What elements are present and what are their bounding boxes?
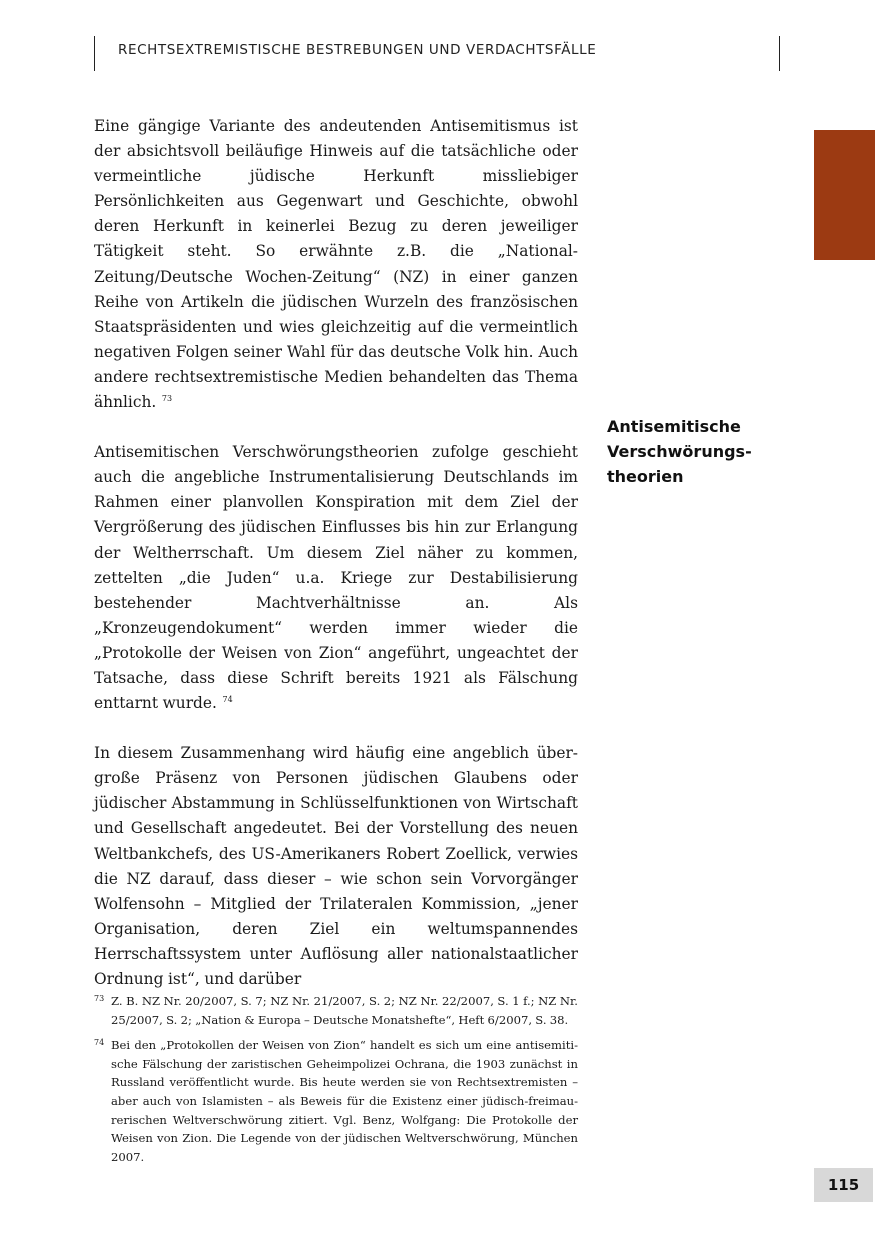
footnote-ref-74[interactable]: 74 xyxy=(222,695,233,705)
body-text xyxy=(94,114,578,1017)
paragraph-text: In diesem Zusammenhang wird häufig eine angeblich übergroße Präsenz von Personen jüdischen Glaubens oder jüdischer Abstammung in Schlüsselfunktionen von Wirtschaft und Gesellschaft angedeutet. Bei der Vorstellung des neuen Weltbankchefs, des US-Amerikaners Robert Zoellick, verwies die NZ darauf, dass dieser – wie schon sein Vorvorgänger Wolfensohn – Mitglied der Trilateralen Kommission, „jener Organisation, deren Ziel ein weltumspannendes Herrschaftssystem unter Auflösung aller nationalstaatlicher Ordnung ist“, und darüber xyxy=(94,744,578,988)
footnote-74 xyxy=(94,1036,578,1166)
footnote-text: Z. B. NZ Nr. 20/2007, S. 7; NZ Nr. 21/2007, S. 2; NZ Nr. 22/2007, S. 1 f.; NZ Nr. 25/2007, S. 2; „Nation & Europa – Deutsche Monatshefte“, Heft 6/2007, S. 38. xyxy=(111,994,578,1027)
paragraph-text: Eine gängige Variante des andeutenden Antisemitismus ist der absichtsvoll beiläufige Hinweis auf die tatsächliche oder vermeintliche jüdische Herkunft missliebiger Persönlichkeiten aus Gegenwart und Geschichte, obwohl deren Herkunft in keinerlei Bezug zu deren jeweiliger Tätigkeit steht. So erwähnte z.B. die „National-Zeitung/Deutsche Wochen-Zeitung“ (NZ) in einer ganzen Reihe von Artikeln die jüdischen Wurzeln des französischen Staatspräsidenten und wies gleichzeitig auf die vermeintlich negativen Folgen seiner Wahl für das deutsche Volk hin. Auch andere rechtsextremistische Medien behandelten das Thema ähnlich. xyxy=(94,117,578,412)
footnote-73 xyxy=(94,992,578,1029)
header-rule-left xyxy=(94,36,95,71)
footnote-ref-73[interactable]: 73 xyxy=(161,394,173,404)
header-rule-right xyxy=(779,36,780,71)
chapter-thumb-tab xyxy=(814,130,875,260)
page-number: 115 xyxy=(827,1176,860,1194)
paragraph xyxy=(94,114,578,415)
page-number-box xyxy=(814,1168,873,1202)
running-head: RECHTSEXTREMISTISCHE BESTREBUNGEN UND VERDACHTSFÄLLE xyxy=(118,42,597,58)
footnotes xyxy=(94,992,578,1173)
paragraph xyxy=(94,440,578,716)
footnote-mark: 74 xyxy=(94,1038,105,1048)
margin-heading: Antisemitische Verschwörungs- theorien xyxy=(607,417,752,486)
footnote-mark: 73 xyxy=(94,994,105,1003)
footnote-text: Bei den „Protokollen der Weisen von Zion“ handelt es sich um eine antisemitische Fälschung der zaristischen Geheimpolizei Ochrana, die 1903 zunächst in Russland veröffentlicht wurde. Bis heute werden sie von Rechtsextremisten – aber auch von Islamisten – als Beweis für die Existenz einer jüdisch-freimaurerischen Weltverschwörung zitiert. Vgl. Benz, Wolfgang: Die Protokolle der Weisen von Zion. Die Legende von der jüdischen Weltverschwörung, München 2007. xyxy=(111,1038,578,1164)
paragraph xyxy=(94,741,578,992)
paragraph-text: Antisemitischen Verschwörungstheorien zufolge geschieht auch die angebliche Instrumentalisierung Deutschlands im Rahmen einer planvollen Konspiration mit dem Ziel der Vergrößerung des jüdischen Einflusses bis hin zur Erlangung der Weltherrschaft. Um diesem Ziel näher zu kommen, zettelten „die Juden“ u.a. Kriege zur Destabilisierung bestehender Machtverhältnisse an. Als „Kronzeugendokument“ werden immer wieder die „Protokolle der Weisen von Zion“ angeführt, ungeachtet der Tatsache, dass diese Schrift bereits 1921 als Fälschung enttarnt wurde. xyxy=(94,443,578,713)
